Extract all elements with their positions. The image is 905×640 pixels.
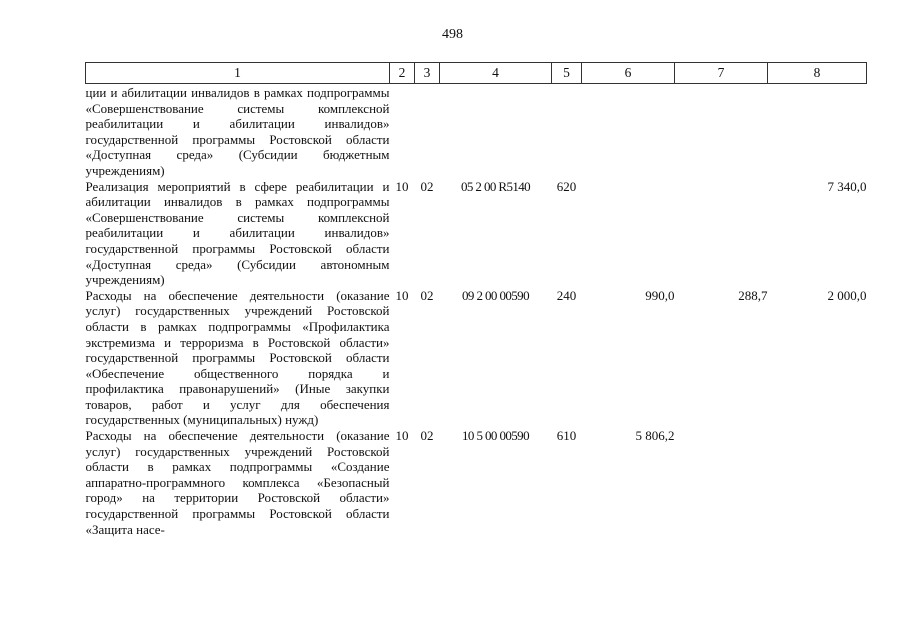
- row-target-code: 10 5 00 00590: [462, 428, 529, 444]
- header-col-1: 1: [86, 63, 390, 84]
- table-row: [86, 288, 867, 428]
- row-section: [390, 84, 415, 179]
- row-subsection: [415, 84, 440, 179]
- header-col-4: 4: [440, 63, 552, 84]
- page-number: 498: [442, 27, 463, 42]
- row-expense-type: 620: [556, 178, 577, 194]
- row-subsection: 02: [420, 428, 434, 444]
- row-section: 10: [395, 287, 409, 303]
- row-description: ции и абилитации инвалидов в рамках подпрограммы «Совершенствование системы комплексной реабилитации и абилитации инвалидов» государственной программы Ростовской области «Доступная среда» (Субсидии бюджетным учреждениям): [85, 85, 390, 178]
- budget-table: [85, 62, 867, 537]
- row-col8-value: [768, 428, 867, 537]
- row-col6-value: [582, 179, 675, 288]
- row-col6-value: 5 806,2: [635, 428, 675, 444]
- row-target-code: [440, 84, 552, 179]
- row-col6-value: [582, 84, 675, 179]
- row-col7-value: [675, 84, 768, 179]
- row-description: Расходы на обеспечение деятельности (оказание услуг) государственных учреждений Ростовской области в рамках подпрограммы «Создание аппаратно-программного комплекса «Безопасный город» на территории Ростовской области» государственной программы Ростовской области «Защита насе-: [85, 428, 390, 537]
- header-row: [86, 63, 867, 84]
- header-col-6: 6: [582, 63, 675, 84]
- table-row: [86, 428, 867, 537]
- header-col-8: 8: [768, 63, 867, 84]
- row-col8-value: 2 000,0: [827, 287, 867, 303]
- row-description: Расходы на обеспечение деятельности (оказание услуг) государственных учреждений Ростовской области в рамках подпрограммы «Профилактика экстремизма и терроризма в Ростовской области» государственной программы Ростовской области «Обеспечение общественного порядка и профилактика правонарушений» (Иные закупки товаров, работ и услуг для обеспечения государственных (муниципальных) нужд): [85, 287, 390, 428]
- row-col8-value: [768, 84, 867, 179]
- row-target-code: 05 2 00 R5140: [460, 178, 531, 194]
- row-col8-value: 7 340,0: [827, 178, 867, 194]
- header-col-5: 5: [552, 63, 582, 84]
- row-section: 10: [395, 428, 409, 444]
- row-subsection: 02: [420, 287, 434, 303]
- row-col6-value: 990,0: [645, 287, 675, 303]
- row-expense-type: 240: [556, 287, 577, 303]
- row-col7-value: [675, 428, 768, 537]
- row-target-code: 09 2 00 00590: [462, 287, 529, 303]
- row-subsection: 02: [420, 178, 434, 194]
- header-col-7: 7: [675, 63, 768, 84]
- row-expense-type: 610: [556, 428, 577, 444]
- table-row: [86, 179, 867, 288]
- header-col-2: 2: [390, 63, 415, 84]
- row-expense-type: [552, 84, 582, 179]
- row-col7-value: 288,7: [738, 287, 768, 303]
- table-row: [86, 84, 867, 179]
- row-section: 10: [395, 178, 409, 194]
- row-description: Реализация мероприятий в сфере реабилитации и абилитации инвалидов в рамках подпрограммы «Совершенствование системы комплексной реабилитации и абилитации инвалидов» государственной программы Ростовской области «Доступная среда» (Субсидии автономным учреждениям): [85, 178, 390, 288]
- header-col-3: 3: [415, 63, 440, 84]
- row-col7-value: [675, 179, 768, 288]
